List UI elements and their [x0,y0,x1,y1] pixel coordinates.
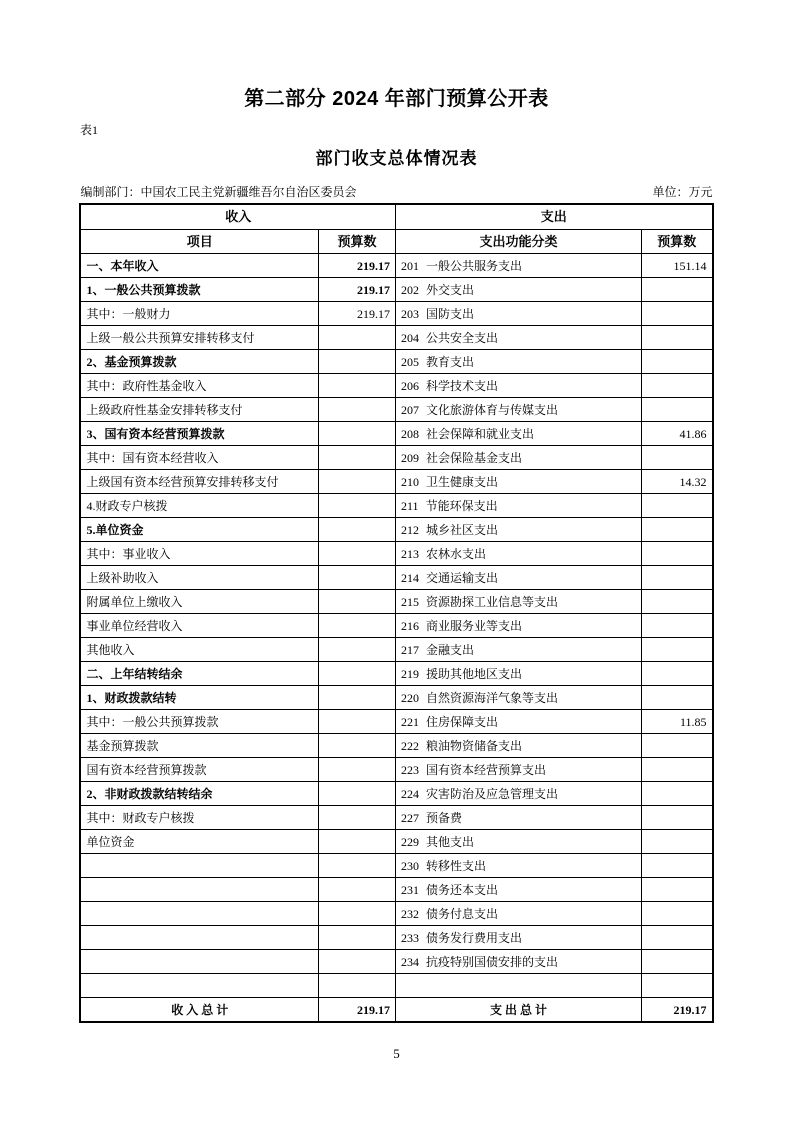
table-row [80,830,712,854]
page-number: 5 [393,1046,400,1061]
table-row [80,446,712,470]
expense-amount-cell [642,590,713,614]
income-amount-cell [318,350,395,374]
expense-func-cell [396,734,642,758]
expense-func-name: 卫生健康支出 [426,474,499,489]
expense-amount-cell [642,326,713,350]
income-item-cell [80,974,318,998]
expense-func-name: 社会保险基金支出 [426,450,523,465]
income-group-header: 收入 [80,204,395,230]
expense-func-cell [396,830,642,854]
document-title: 第二部分 2024 年部门预算公开表 [244,88,549,110]
expense-amount-cell [642,302,713,326]
expense-total-value: 219.17 [642,998,713,1023]
expense-amount-cell [642,638,713,662]
expense-func-cell [396,590,642,614]
expense-code: 222 [401,738,419,753]
expense-group-header: 支出 [396,204,713,230]
table-row [80,902,712,926]
expense-amount-cell [642,446,713,470]
income-amount-cell [318,710,395,734]
expense-func-name: 资源勘探工业信息等支出 [426,594,559,609]
table-row [80,806,712,830]
expense-func-cell [396,542,642,566]
expense-func-name: 国防支出 [426,306,475,321]
income-amount-cell [318,734,395,758]
income-amount-cell [318,926,395,950]
column-header-row [80,230,712,254]
expense-code: 229 [401,834,419,849]
group-header-row [80,204,712,230]
expense-func-name: 债务发行费用支出 [426,930,523,945]
income-item-cell [80,950,318,974]
income-item-cell: 附属单位上缴收入 [80,590,318,614]
expense-func-cell [396,758,642,782]
expense-amount-cell [642,806,713,830]
table-row [80,398,712,422]
table-row [80,926,712,950]
expense-code: 231 [401,882,419,897]
income-amount-cell [318,974,395,998]
expense-func-cell [396,878,642,902]
income-amount-cell [318,446,395,470]
expense-code: 217 [401,642,419,657]
income-amount-cell: 219.17 [318,254,395,278]
expense-func-name: 节能环保支出 [425,498,498,513]
income-item-cell [80,926,318,950]
expense-code: 205 [401,354,419,369]
table-label: 表1 [80,123,99,137]
income-item-cell: 2、基金预算拨款 [80,350,318,374]
expense-code: 233 [401,930,419,945]
income-total-value: 219.17 [318,998,395,1023]
expense-amount-cell [642,950,713,974]
income-item-cell: 2、非财政拨款结转结余 [80,782,318,806]
income-item-cell: 其中：一般公共预算拨款 [80,710,318,734]
income-amount-cell [318,662,395,686]
unit-note: 单位：万元 [652,185,713,199]
expense-func-name: 转移性支出 [426,858,487,873]
expense-func-name: 教育支出 [426,354,475,369]
income-item-cell: 一、本年收入 [80,254,318,278]
income-amount-cell [318,326,395,350]
col-header-item: 项目 [80,230,318,254]
income-amount-cell [318,638,395,662]
expense-func-cell [396,686,642,710]
income-item-cell: 其中：财政专户核拨 [80,806,318,830]
prepared-by: 编制部门：中国农工民主党新疆维吾尔自治区委员会 [80,185,357,199]
table-row [80,302,712,326]
expense-code: 224 [401,786,419,801]
expense-code: 201 [401,258,419,273]
income-amount-cell [318,830,395,854]
table-row [80,782,712,806]
expense-code: 210 [401,474,419,489]
expense-func-cell [396,782,642,806]
income-item-cell: 其中：政府性基金收入 [80,374,318,398]
expense-code: 208 [401,426,419,441]
income-item-cell: 其中：事业收入 [80,542,318,566]
expense-code: 223 [401,762,419,777]
expense-func-cell [396,806,642,830]
expense-amount-cell [642,854,713,878]
table-title: 部门收支总体情况表 [315,149,478,168]
income-item-cell: 其中：一般财力 [80,302,318,326]
expense-code: 214 [401,570,419,585]
table-row [80,350,712,374]
expense-func-name: 金融支出 [426,642,475,657]
income-amount-cell [318,950,395,974]
income-amount-cell [318,494,395,518]
expense-func-name: 外交支出 [426,282,475,297]
income-amount-cell [318,398,395,422]
expense-func-name: 债务付息支出 [426,906,499,921]
expense-amount-cell [642,686,713,710]
table-row [80,494,712,518]
income-amount-cell [318,614,395,638]
table-row [80,686,712,710]
expense-func-name: 商业服务业等支出 [426,618,523,633]
expense-func-cell [396,638,642,662]
expense-func-name: 粮油物资储备支出 [426,738,523,753]
table-row [80,734,712,758]
income-amount-cell [318,566,395,590]
income-item-cell: 上级一般公共预算安排转移支付 [80,326,318,350]
col-header-func: 支出功能分类 [396,230,642,254]
expense-amount-cell: 11.85 [642,710,713,734]
income-amount-cell [318,518,395,542]
expense-code: 227 [401,810,419,825]
table-row [80,878,712,902]
expense-code: 212 [401,522,419,537]
expense-func-cell [396,398,642,422]
budget-table [79,203,713,1023]
expense-func-cell [396,974,642,998]
income-amount-cell: 219.17 [318,278,395,302]
income-item-cell: 4.财政专户核拨 [80,494,318,518]
income-item-cell: 1、一般公共预算拨款 [80,278,318,302]
income-amount-cell [318,878,395,902]
expense-amount-cell [642,350,713,374]
expense-func-name: 债务还本支出 [426,882,499,897]
expense-amount-cell [642,278,713,302]
expense-amount-cell [642,830,713,854]
expense-amount-cell [642,374,713,398]
expense-amount-cell [642,542,713,566]
expense-amount-cell [642,974,713,998]
table-row [80,662,712,686]
table-row [80,590,712,614]
expense-code: 230 [401,858,419,873]
total-row [80,998,712,1023]
income-amount-cell [318,590,395,614]
income-total-label: 收 入 总 计 [80,998,318,1023]
expense-code: 211 [401,498,419,513]
expense-amount-cell [642,734,713,758]
expense-func-name: 自然资源海洋气象等支出 [426,690,559,705]
expense-func-name: 预备费 [426,810,463,825]
income-amount-cell [318,470,395,494]
income-amount-cell [318,806,395,830]
income-item-cell: 单位资金 [80,830,318,854]
income-item-cell: 5.单位资金 [80,518,318,542]
income-item-cell: 3、国有资本经营预算拨款 [80,422,318,446]
table-row [80,254,712,278]
expense-code: 219 [401,666,419,681]
income-item-cell: 二、上年结转结余 [80,662,318,686]
table-row [80,326,712,350]
expense-func-cell [396,326,642,350]
expense-amount-cell: 151.14 [642,254,713,278]
expense-func-cell [396,710,642,734]
expense-amount-cell: 41.86 [642,422,713,446]
income-amount-cell [318,854,395,878]
income-item-cell: 上级政府性基金安排转移支付 [80,398,318,422]
expense-func-cell [396,566,642,590]
expense-func-cell [396,374,642,398]
table-row [80,422,712,446]
expense-func-name: 科学技术支出 [426,378,499,393]
income-amount-cell [318,542,395,566]
expense-total-label: 支 出 总 计 [396,998,642,1023]
income-item-cell: 其中：国有资本经营收入 [80,446,318,470]
expense-func-cell [396,302,642,326]
expense-func-name: 文化旅游体育与传媒支出 [426,402,559,417]
income-amount-cell [318,422,395,446]
expense-func-cell [396,494,642,518]
income-item-cell: 国有资本经营预算拨款 [80,758,318,782]
table-row [80,854,712,878]
expense-amount-cell [642,614,713,638]
expense-func-cell [396,518,642,542]
table-row [80,614,712,638]
table-row [80,566,712,590]
expense-func-name: 抗疫特别国债安排的支出 [426,954,559,969]
income-item-cell: 上级国有资本经营预算安排转移支付 [80,470,318,494]
expense-code: 202 [401,282,419,297]
col-header-budget2: 预算数 [642,230,713,254]
expense-func-cell [396,350,642,374]
expense-func-name: 其他支出 [426,834,475,849]
expense-amount-cell [642,758,713,782]
expense-amount-cell [642,902,713,926]
expense-func-cell [396,614,642,638]
expense-func-cell [396,422,642,446]
expense-code: 203 [401,306,419,321]
table-meta [81,185,713,200]
expense-code: 207 [401,402,419,417]
income-amount-cell: 219.17 [318,302,395,326]
expense-func-name: 农林水支出 [426,546,487,561]
expense-amount-cell [642,518,713,542]
expense-amount-cell [642,494,713,518]
expense-code: 216 [401,618,419,633]
expense-func-name: 一般公共服务支出 [426,258,523,273]
expense-code: 213 [401,546,419,561]
income-item-cell: 其他收入 [80,638,318,662]
table-row [80,278,712,302]
expense-amount-cell [642,662,713,686]
expense-code: 232 [401,906,419,921]
expense-code: 209 [401,450,419,465]
income-item-cell [80,878,318,902]
expense-amount-cell [642,878,713,902]
expense-amount-cell [642,566,713,590]
income-item-cell: 1、财政拨款结转 [80,686,318,710]
table-row [80,470,712,494]
expense-amount-cell [642,398,713,422]
budget-table-body [80,254,712,998]
expense-func-cell [396,854,642,878]
expense-func-cell [396,662,642,686]
income-item-cell: 基金预算拨款 [80,734,318,758]
income-item-cell: 上级补助收入 [80,566,318,590]
income-amount-cell [318,902,395,926]
table-row [80,374,712,398]
expense-func-cell [396,446,642,470]
expense-func-cell [396,470,642,494]
income-amount-cell [318,782,395,806]
income-item-cell [80,902,318,926]
income-item-cell [80,854,318,878]
expense-func-name: 城乡社区支出 [426,522,499,537]
income-item-cell: 事业单位经营收入 [80,614,318,638]
income-amount-cell [318,374,395,398]
table-row [80,950,712,974]
expense-code: 221 [401,714,419,729]
expense-amount-cell: 14.32 [642,470,713,494]
expense-func-name: 援助其他地区支出 [426,666,523,681]
expense-func-name: 社会保障和就业支出 [426,426,535,441]
expense-func-name: 住房保障支出 [426,714,499,729]
col-header-budget: 预算数 [318,230,395,254]
expense-func-cell [396,278,642,302]
expense-code: 206 [401,378,419,393]
expense-func-cell [396,950,642,974]
table-row [80,758,712,782]
expense-code: 220 [401,690,419,705]
expense-code: 234 [401,954,419,969]
table-row [80,518,712,542]
expense-func-name: 公共安全支出 [426,330,499,345]
table-row [80,638,712,662]
expense-func-cell [396,254,642,278]
expense-func-cell [396,926,642,950]
table-row [80,974,712,998]
income-amount-cell [318,758,395,782]
table-row [80,710,712,734]
expense-func-name: 国有资本经营预算支出 [426,762,547,777]
expense-amount-cell [642,782,713,806]
expense-func-cell [396,902,642,926]
expense-amount-cell [642,926,713,950]
income-amount-cell [318,686,395,710]
expense-func-name: 灾害防治及应急管理支出 [426,786,559,801]
expense-func-name: 交通运输支出 [426,570,499,585]
expense-code: 204 [401,330,419,345]
expense-code: 215 [401,594,419,609]
table-row [80,542,712,566]
